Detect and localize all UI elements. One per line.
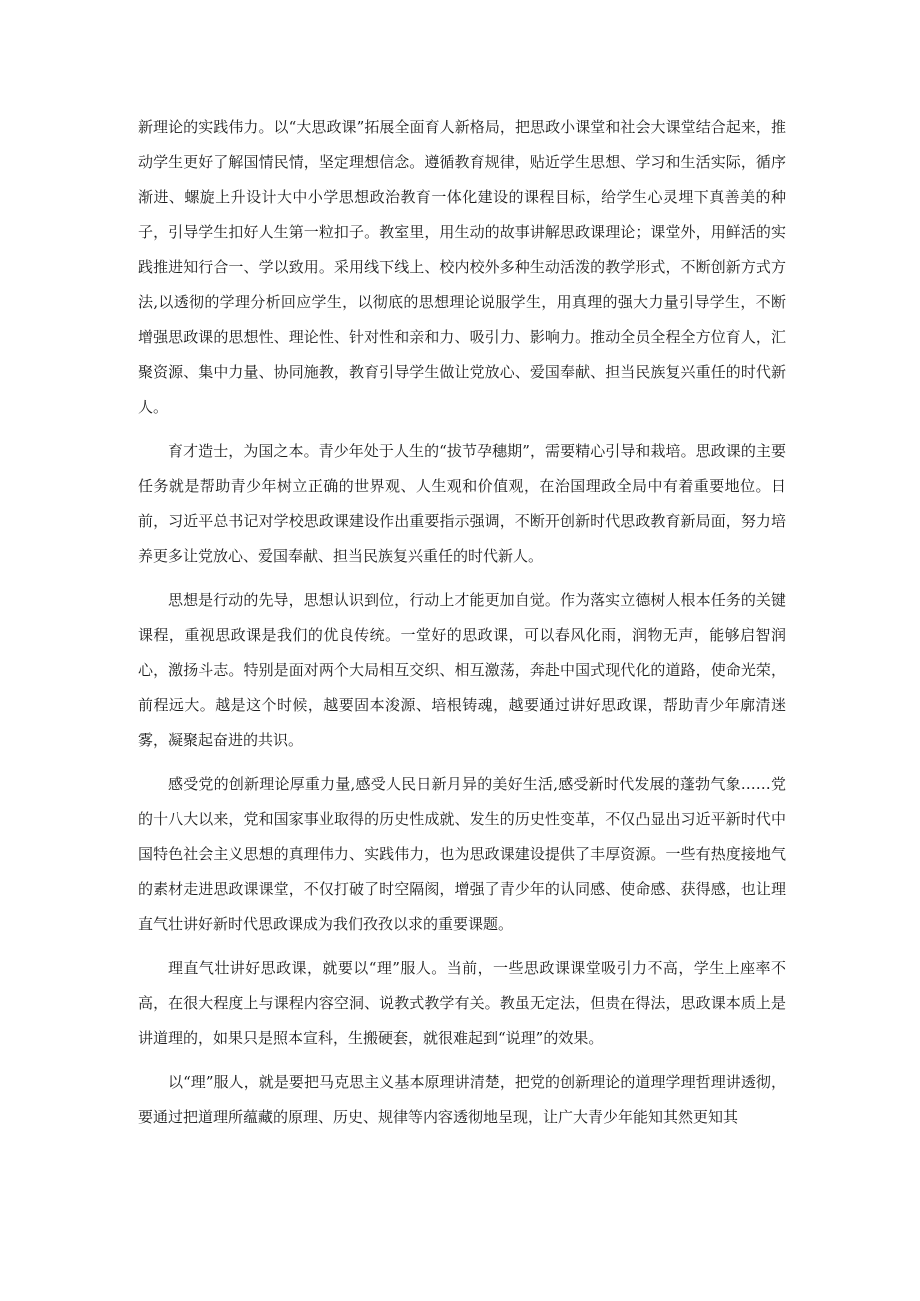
- paragraph: 育才造士，为国之本。青少年处于人生的“拔节孕穗期”，需要精心引导和栽培。思政课的主要任务就是帮助青少年树立正确的世界观、人生观和价值观，在治国理政全局中有着重要地位。日前，习近平总书记对学校思政课建设作出重要指示强调，不断开创新时代思政教育新局面，努力培养更多让党放心、爱国奉献、担当民族复兴重任的时代新人。: [138, 442, 786, 565]
- document-page: [138, 110, 786, 1144]
- paragraph: 感受党的创新理论厚重力量,感受人民日新月异的美好生活,感受新时代发展的蓬勃气象……党的十八大以来，党和国家事业取得的历史性成就、发生的历史性变革，不仅凸显出习近平新时代中国特色社会主义思想的真理伟力、实践伟力，也为思政课建设提供了丰厚资源。一些有热度接地气的素材走进思政课课堂，不仅打破了时空隔阂，增强了青少年的认同感、使命感、获得感，也让理直气壮讲好新时代思政课成为我们孜孜以求的重要课题。: [138, 775, 786, 933]
- paragraph: 理直气壮讲好思政课，就要以“理”服人。当前，一些思政课课堂吸引力不高，学生上座率不高，在很大程度上与课程内容空洞、说教式教学有关。教虽无定法，但贵在得法，思政课本质上是讲道理的，如果只是照本宣科，生搬硬套，就很难起到“说理”的效果。: [138, 959, 786, 1047]
- paragraph-continuation: 新理论的实践伟力。以“大思政课”拓展全面育人新格局，把思政小课堂和社会大课堂结合起来，推动学生更好了解国情民情，坚定理想信念。遵循教育规律，贴近学生思想、学习和生活实际，循序渐进、螺旋上升设计大中小学思想政治教育一体化建设的课程目标，给学生心灵埋下真善美的种子，引导学生扣好人生第一粒扣子。教室里，用生动的故事讲解思政课理论；课堂外，用鲜活的实践推进知行合一、学以致用。采用线下线上、校内校外多种生动活泼的教学形式，不断创新方式方法,以透彻的学理分析回应学生，以彻底的思想理论说服学生，用真理的强大力量引导学生，不断增强思政课的思想性、理论性、针对性和亲和力、吸引力、影响力。推动全员全程全方位育人，汇聚资源、集中力量、协同施教，教育引导学生做让党放心、爱国奉献、担当民族复兴重任的时代新人。: [138, 118, 786, 416]
- paragraph: 思想是行动的先导，思想认识到位，行动上才能更加自觉。作为落实立德树人根本任务的关键课程，重视思政课是我们的优良传统。一堂好的思政课，可以春风化雨，润物无声，能够启智润心，激扬斗志。特别是面对两个大局相互交织、相互激荡，奔赴中国式现代化的道路，使命光荣，前程远大。越是这个时候，越要固本浚源、培根铸魂，越要通过讲好思政课，帮助青少年廓清迷雾，凝聚起奋进的共识。: [138, 591, 786, 749]
- paragraph: 以“理”服人，就是要把马克思主义基本原理讲清楚，把党的创新理论的道理学理哲理讲透彻，要通过把道理所蕴藏的原理、历史、规律等内容透彻地呈现，让广大青少年能知其然更知其: [138, 1073, 786, 1126]
